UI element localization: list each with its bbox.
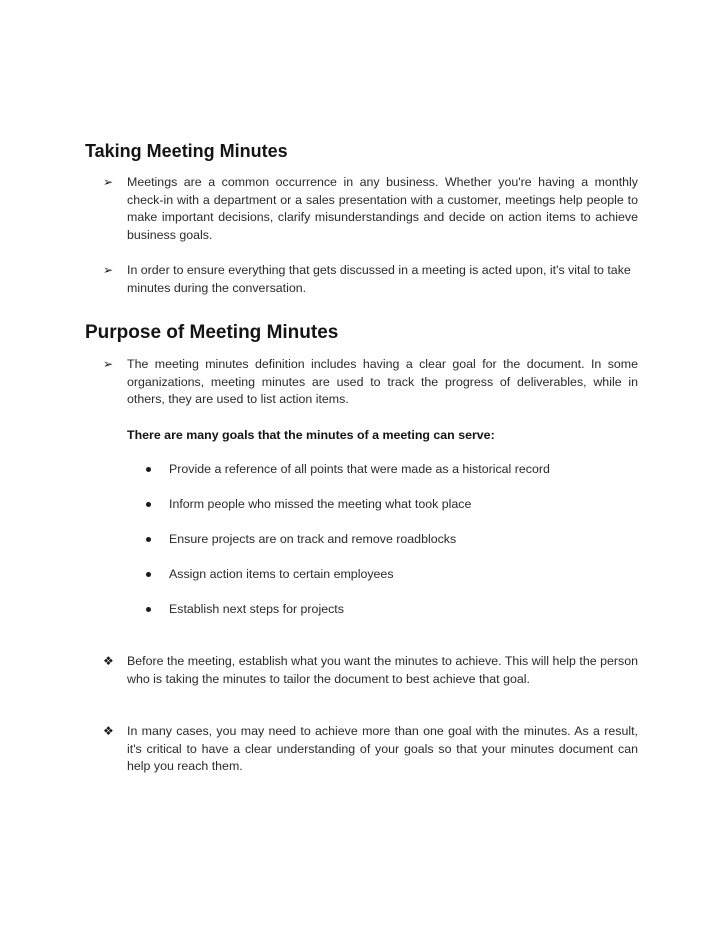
bullet-dot-icon [146, 572, 151, 577]
arrow-bullet-icon: ➢ [103, 263, 114, 277]
arrow-list-item [103, 174, 638, 244]
bullet-dot-icon [146, 537, 151, 542]
bullet-dot-icon [146, 502, 151, 507]
goal-list-item [146, 531, 456, 548]
section-heading-taking-meeting-minutes: Taking Meeting Minutes [85, 141, 288, 161]
paragraph-text: In order to ensure everything that gets discussed in a meeting is acted upon, it's vital to take minutes during the conversation. [127, 263, 631, 295]
diamond-bullet-icon: ❖ [103, 654, 114, 668]
goal-text: Provide a reference of all points that were made as a historical record [169, 462, 550, 476]
arrow-list-item [103, 262, 638, 297]
arrow-list-item [103, 356, 638, 409]
goal-text: Assign action items to certain employees [169, 567, 394, 581]
goal-text: Establish next steps for projects [169, 602, 344, 616]
goal-list-item [146, 496, 471, 513]
arrow-bullet-icon: ➢ [103, 357, 114, 371]
arrow-bullet-icon: ➢ [103, 175, 114, 189]
goal-text: Ensure projects are on track and remove roadblocks [169, 532, 457, 546]
goal-list-item [146, 601, 344, 618]
paragraph-text: Meetings are a common occurrence in any business. Whether you're having a monthly check-in with a department or a sales presentation with a customer, meetings help people to make important decisions, clarify misunderstandings and decide on action items to achieve business goals. [127, 175, 638, 242]
section-heading-purpose-of-meeting-minutes: Purpose of Meeting Minutes [85, 322, 339, 343]
diamond-list-item [103, 723, 638, 776]
goal-list-item [146, 566, 394, 583]
diamond-bullet-icon: ❖ [103, 724, 114, 738]
paragraph-text: Before the meeting, establish what you want the minutes to achieve. This will help the person who is taking the minutes to tailor the document to best achieve that goal. [127, 654, 638, 686]
diamond-list-item [103, 653, 638, 688]
paragraph-text: The meeting minutes definition includes having a clear goal for the document. In some organizations, meeting minutes are used to track the progress of deliverables, while in others, they are used to list action items. [127, 357, 638, 406]
paragraph-text: In many cases, you may need to achieve more than one goal with the minutes. As a result, it's critical to have a clear understanding of your goals so that your minutes document can help you reach them. [127, 724, 638, 773]
bullet-dot-icon [146, 467, 151, 472]
goals-subheading: There are many goals that the minutes of a meeting can serve: [127, 428, 495, 442]
goal-list-item [146, 461, 550, 478]
bullet-dot-icon [146, 607, 151, 612]
goal-text: Inform people who missed the meeting what took place [169, 497, 472, 511]
